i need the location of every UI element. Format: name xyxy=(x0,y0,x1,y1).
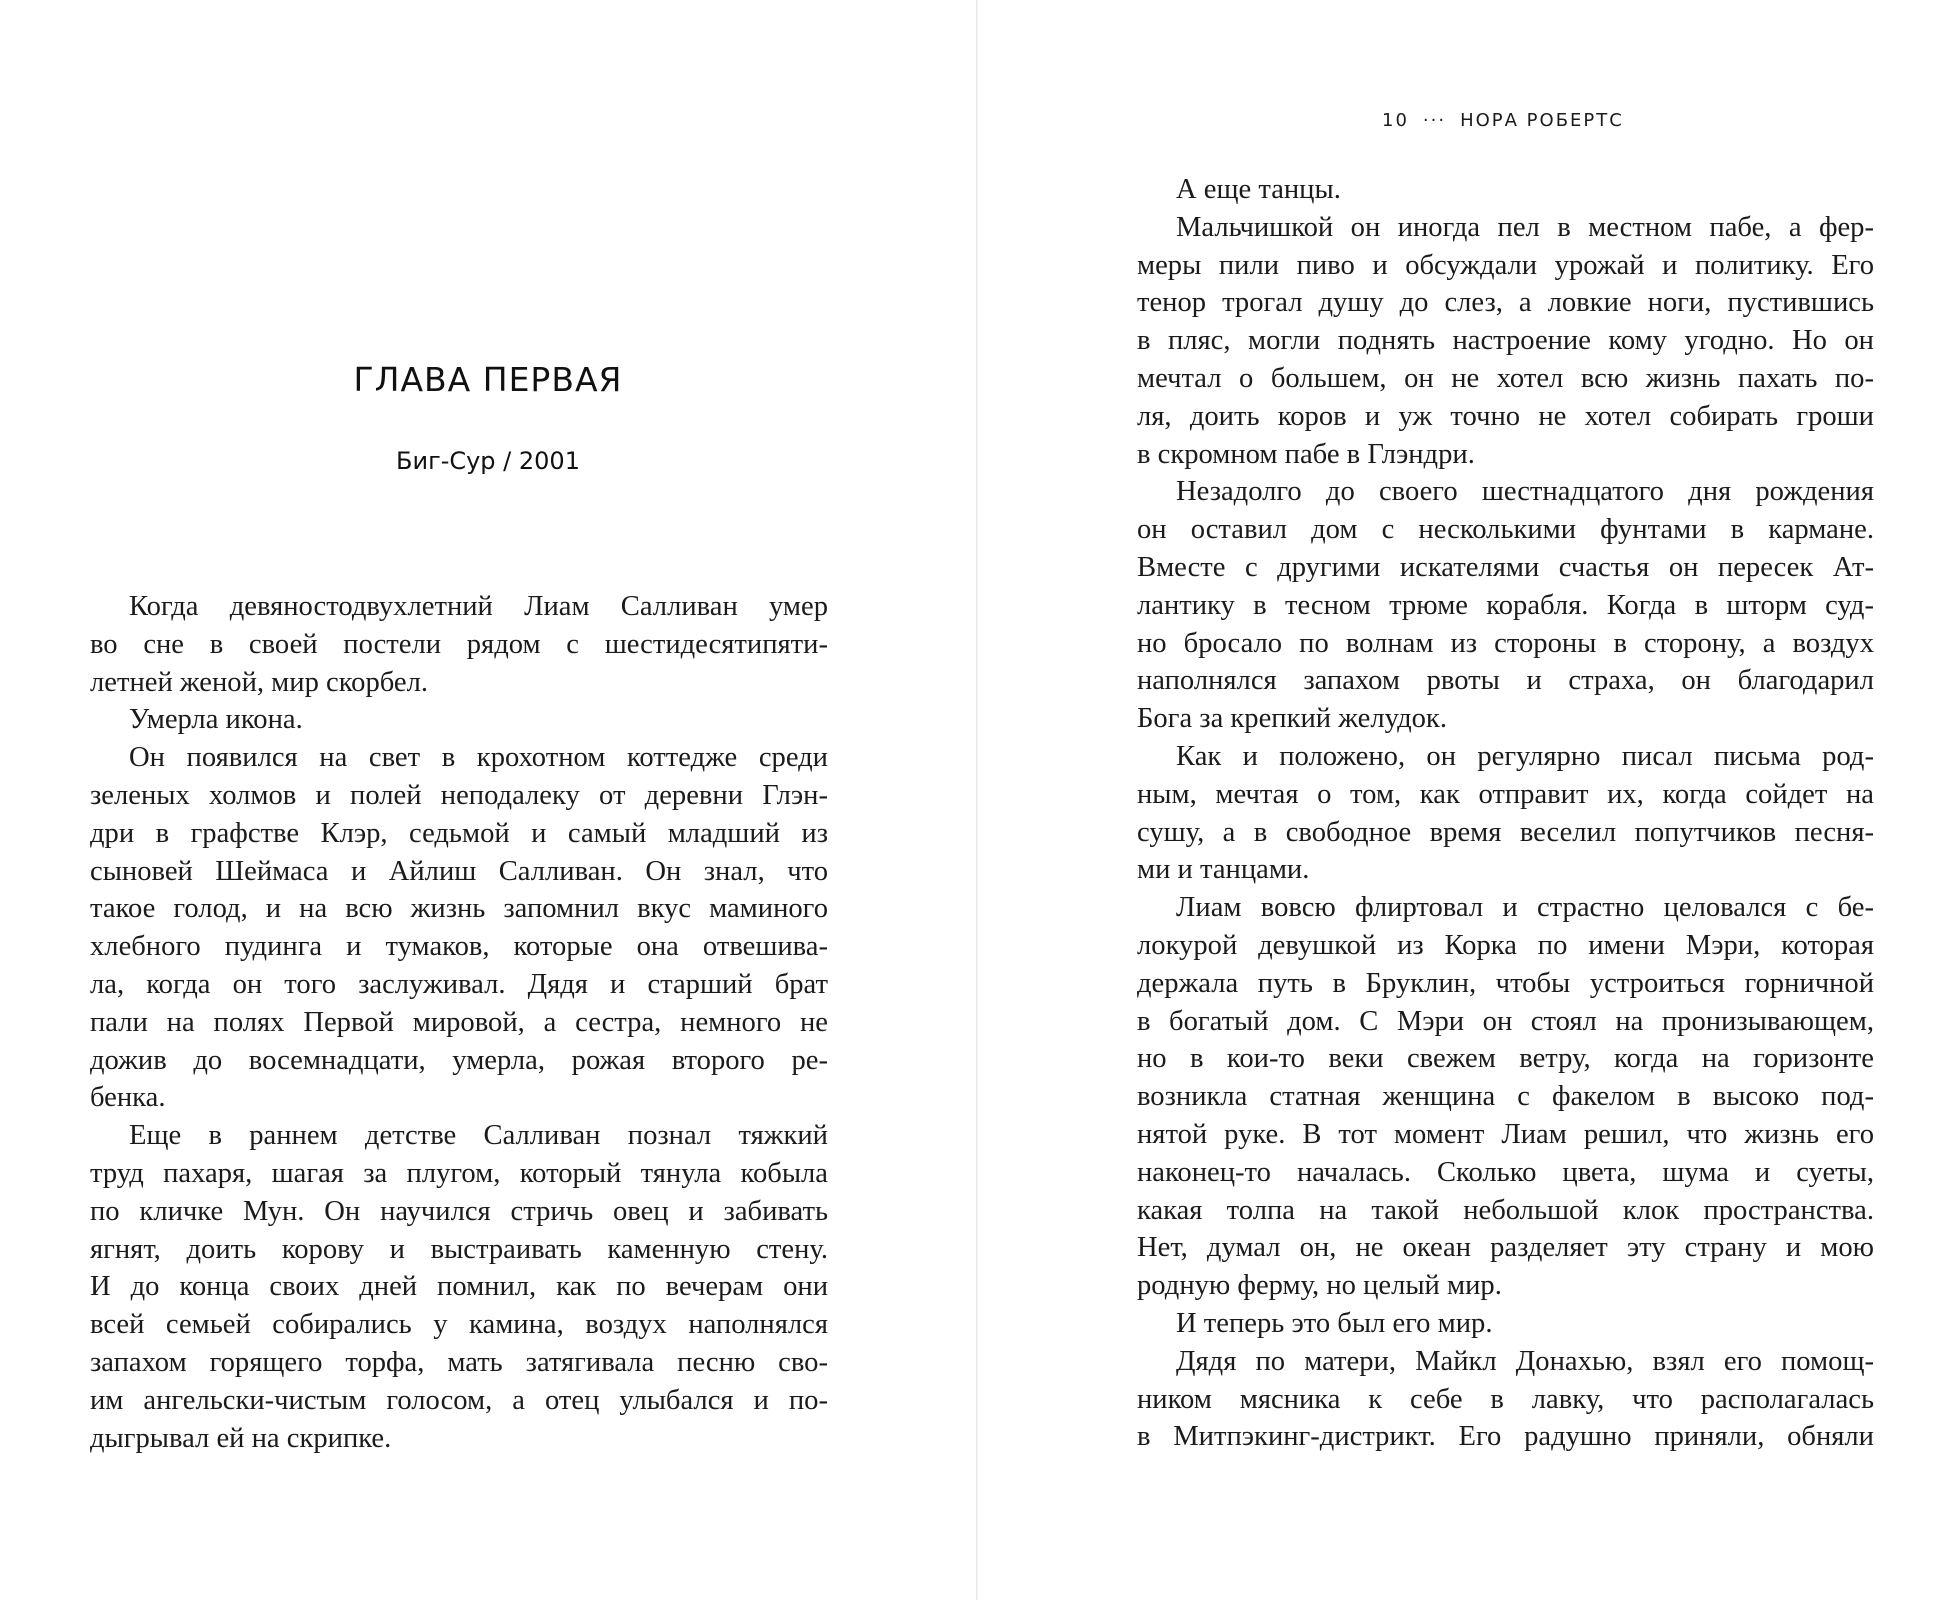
text-line: меры пили пиво и обсуждали урожай и политику. Его xyxy=(1137,249,1874,281)
text-line: ми и танцами. xyxy=(1137,854,1310,886)
right-page-body xyxy=(1137,171,1874,1456)
text-line: ла, когда он того заслуживал. Дядя и старший брат xyxy=(90,968,828,1000)
text-line: всей семьей собирались у камина, воздух наполнялся xyxy=(90,1309,828,1341)
text-line: тенор трогал душу до слез, а ловкие ноги, пустившись xyxy=(1137,287,1874,319)
text-line: какая толпа на такой небольшой клок пространства. xyxy=(1137,1194,1874,1226)
text-line: зеленых холмов и полей неподалеку от деревни Глэн- xyxy=(90,779,828,811)
text-line: наполнялся запахом рвоты и страха, он благодарил xyxy=(1137,665,1874,697)
text-line: по кличке Мун. Он научился стричь овец и забивать xyxy=(90,1195,828,1227)
text-line: Незадолго до своего шестнадцатого дня рождения xyxy=(1176,476,1874,508)
text-line: дыгрывал ей на скрипке. xyxy=(90,1422,392,1454)
text-line: Дядя по матери, Майкл Донахью, взял его помощ- xyxy=(1176,1345,1874,1377)
text-line: мечтал о большем, он не хотел всю жизнь пахать по- xyxy=(1137,362,1874,394)
running-head xyxy=(1382,110,1624,131)
text-line: Когда девяностодвухлетний Лиам Салливан умер xyxy=(129,591,828,622)
text-line: Лиам вовсю флиртовал и страстно целовался с бе- xyxy=(1176,892,1874,924)
text-line: ягнят, доить корову и выстраивать каменную стену. xyxy=(90,1233,828,1265)
text-line: держала путь в Бруклин, чтобы устроиться горничной xyxy=(1137,967,1874,999)
text-line: А еще танцы. xyxy=(1176,174,1341,205)
chapter-subtitle: Биг-Сур / 2001 xyxy=(396,447,580,475)
text-line: лантику в тесном трюме корабля. Когда в шторм суд- xyxy=(1137,589,1874,621)
text-line: в пляс, могли поднять настроение кому угодно. Но он xyxy=(1137,325,1874,357)
text-line: во сне в своей постели рядом с шестидесятипяти- xyxy=(90,628,828,660)
text-line: Умерла икона. xyxy=(129,704,303,736)
text-line: сыновей Шеймаса и Айлиш Салливан. Он знал, что xyxy=(90,855,828,887)
text-line: наконец-то началась. Сколько цвета, шума и суеты, xyxy=(1137,1156,1874,1188)
page-number: 10 xyxy=(1382,110,1409,131)
text-line: ным, мечтая о том, как отправит их, когда сойдет на xyxy=(1137,778,1874,810)
text-line: Как и положено, он регулярно писал письма род- xyxy=(1176,740,1874,772)
text-line: локурой девушкой из Корка по имени Мэри, которая xyxy=(1137,929,1874,961)
text-line: в Митпэкинг-дистрикт. Его радушно приняли, обняли xyxy=(1137,1421,1874,1453)
text-line: хлебного пудинга и тумаков, которые она отвешива- xyxy=(90,931,828,963)
left-page xyxy=(0,0,976,1600)
text-line: он оставил дом с несколькими фунтами в кармане. xyxy=(1137,514,1874,546)
text-line: труд пахаря, шагая за плугом, который тянула кобыла xyxy=(90,1157,828,1189)
text-line: Нет, думал он, не океан разделяет эту страну и мою xyxy=(1137,1232,1874,1264)
text-line: Вместе с другими искателями счастья он пересек Ат- xyxy=(1137,551,1874,583)
text-line: в богатый дом. С Мэри он стоял на пронизывающем, xyxy=(1137,1005,1874,1037)
text-line: возникла статная женщина с факелом в высоко под- xyxy=(1137,1081,1874,1113)
text-line: И до конца своих дней помнил, как по вечерам они xyxy=(90,1271,828,1303)
text-line: ником мясника к себе в лавку, что располагалась xyxy=(1137,1383,1874,1415)
text-line: дри в графстве Клэр, седьмой и самый младший из xyxy=(90,817,828,849)
text-line: дожив до восемнадцати, умерла, рожая второго ре- xyxy=(90,1044,828,1076)
text-line: но бросало по волнам из стороны в сторону, а воздух xyxy=(1137,627,1874,659)
text-line: в скромном пабе в Глэндри. xyxy=(1137,438,1475,470)
text-line: нятой руке. В тот момент Лиам решил, что жизнь его xyxy=(1137,1118,1874,1150)
text-line: такое голод, и на всю жизнь запомнил вкус маминого xyxy=(90,893,828,925)
running-head-separator: ··· xyxy=(1422,110,1447,131)
chapter-title: ГЛАВА ПЕРВАЯ xyxy=(353,360,623,399)
text-line: родную ферму, но целый мир. xyxy=(1137,1270,1502,1302)
author-name: НОРА РОБЕРТС xyxy=(1460,110,1624,131)
text-line: но в кои-то веки свежем ветру, когда на горизонте xyxy=(1137,1043,1874,1075)
text-line: Мальчишкой он иногда пел в местном пабе, а фер- xyxy=(1176,211,1874,243)
text-line: сушу, а в свободное время веселил попутчиков песня- xyxy=(1137,816,1874,848)
text-line: бенка. xyxy=(90,1082,166,1114)
text-line: Бога за крепкий желудок. xyxy=(1137,703,1447,735)
text-line: ля, доить коров и уж точно не хотел собирать гроши xyxy=(1137,400,1874,432)
left-page-body xyxy=(90,588,828,1457)
text-line: им ангельски-чистым голосом, а отец улыбался и по- xyxy=(90,1384,828,1416)
text-line: запахом горящего торфа, мать затягивала песню сво- xyxy=(90,1346,828,1378)
text-line: И теперь это был его мир. xyxy=(1176,1307,1493,1339)
text-line: пали на полях Первой мировой, а сестра, немного не xyxy=(90,1006,828,1038)
text-line: летней женой, мир скорбел. xyxy=(90,666,429,698)
text-line: Он появился на свет в крохотном коттедже среди xyxy=(129,742,828,774)
text-line: Еще в раннем детстве Салливан познал тяжкий xyxy=(129,1120,828,1152)
